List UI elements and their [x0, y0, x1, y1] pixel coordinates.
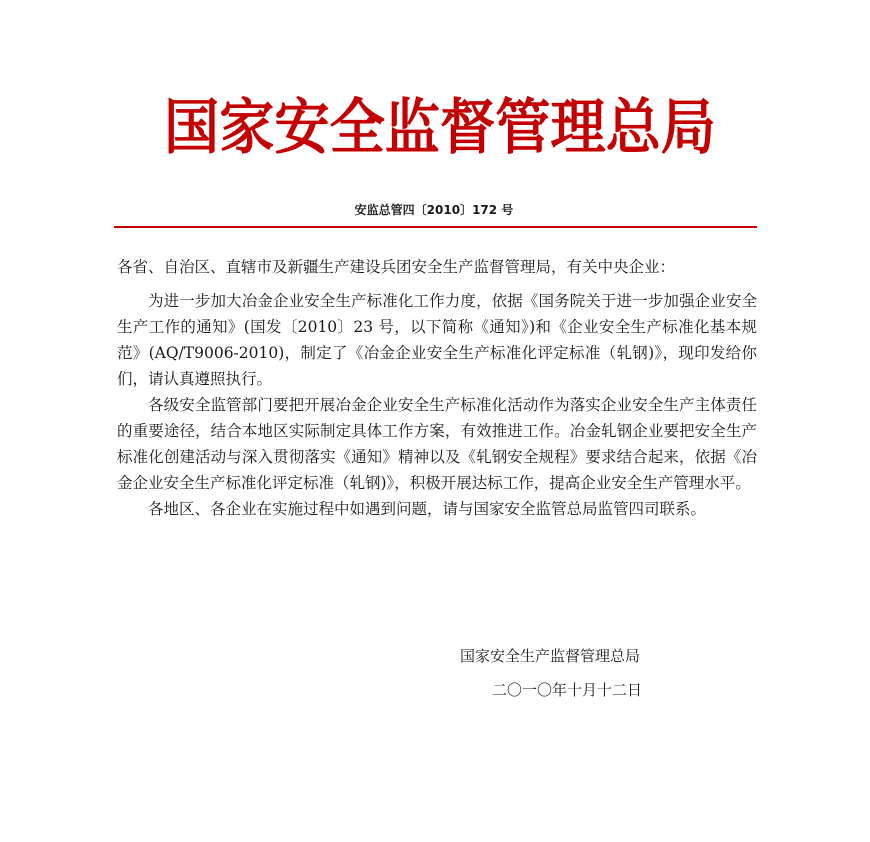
paragraph-2: 各级安全监管部门要把开展冶金企业安全生产标准化活动作为落实企业安全生产主体责任的重要途径，结合本地区实际制定具体工作方案，有效推进工作。冶金轧钢企业要把安全生产标准化创建活动与深入贯彻落实《通知》精神以及《轧钢安全规程》要求结合起来，依据《冶金企业安全生产标准化评定标准（轧钢)》，积极开展达标工作，提高企业安全生产管理水平。	[117, 396, 757, 492]
document-number: 安监总管四〔2010〕172 号	[354, 203, 514, 217]
paragraph-3: 各地区、各企业在实施过程中如遇到问题，请与国家安全监管总局监管四司联系。	[148, 500, 707, 518]
salutation: 各省、自治区、直辖市及新疆生产建设兵团安全生产监督管理局，有关中央企业：	[117, 258, 676, 276]
issuer-masthead: 国家安全监督管理总局	[163, 93, 716, 163]
signature-block	[460, 642, 740, 704]
letter-body	[117, 252, 757, 522]
paragraph-1: 为进一步加大冶金企业安全生产标准化工作力度，依据《国务院关于进一步加强企业安全生产工作的通知》(国发〔2010〕23 号，以下简称《通知》)和《企业安全生产标准化基本规范》(AQ/T9006-2010)，制定了《冶金企业安全生产标准化评定标准（轧钢)》，现印发给你们，请认真遵照执行。	[117, 292, 757, 388]
signature-date: 二〇一〇年十月十二日	[492, 681, 643, 699]
red-divider-line	[114, 226, 757, 228]
signature-organization: 国家安全生产监督管理总局	[460, 647, 641, 665]
